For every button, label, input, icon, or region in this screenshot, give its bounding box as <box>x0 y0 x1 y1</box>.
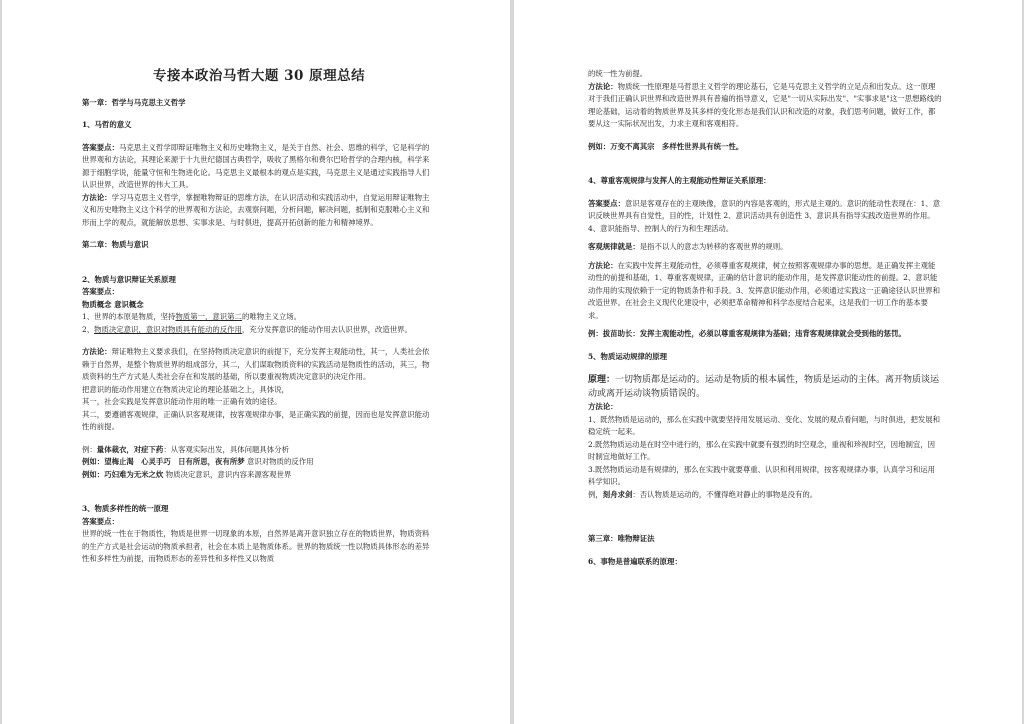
section-2-para-2: 把意识的能动作用建立在物质决定论的理论基础之上，具体说， <box>82 384 289 394</box>
section-5-method-3: 3.既然物质运动是有规律的，那么在实践中就要尊重、认识和利用规律，按客观规律办事，认真学习和运用科学知识。 <box>588 464 936 486</box>
section-5-heading: 5、物质运动规律的原理 <box>588 351 668 361</box>
section-3-text: 世界的统一性在于物质性，物质是世界一切现象的本原，自然界是离开意识独立存在的物质世界，物质资料的生产方式是社会运动的物质承担者，社会在本质上是物质体系。世界的物质统一性以物质具体形态的差异性和多样性为前提，而物质形态的差异性和多样性又以物质 <box>82 529 430 563</box>
section-3-key-label: 答案要点： <box>82 516 119 526</box>
example-5: 例：拔苗助长：发挥主观能动性，必须以尊重客观规律为基础；违背客观规律就会受到他的惩罚。 <box>588 329 906 338</box>
section-4-method: 方法论：在实践中发挥主观能动性，必须尊重客观规律，树立按照客观规律办事的思想。是正确发挥主观能动性的前提和基础，1、尊重客观规律，正确的估计意识的能动作用，是发挥意识能动性的前提。2、意识能动作用的实现依赖于一定的物质条件和手段。3、发挥意识能动作用，必须通过实践这一正确途径认识世界和改造世界。在社会主义现代化建设中，必须把革命精神和科学态度结合起来，这是我们一切工作的基本要求。 <box>588 260 941 320</box>
section-5-method-1: 1、既然物质是运动的，那么在实践中就要坚持用发展运动、变化、发展的观点看问题，与时俱进，把发展和稳定统一起来。 <box>588 414 941 436</box>
section-3-heading: 3、物质多样性的统一原理 <box>82 504 169 513</box>
section-1-method: 方法论：学习马克思主义哲学，掌握唯物辩证的思维方法，在认识活动和实践活动中，自觉运用辩证唯物主义和历史唯物主义这个科学的世界观和方法论，去观察问题，分析问题，解决问题，抵制和克服唯心主义和形而上学的观点，就能解放思想、实事求是、与时俱进，提高开拓创新的能力和精神境界。 <box>82 192 430 227</box>
example-3: 例如：巧妇难为无米之炊 物质决定意识，意识内容来源客观世界 <box>82 469 292 479</box>
chapter-2-heading: 第二章：物质与意识 <box>82 240 149 249</box>
chapter-3-heading: 第三章：唯物辩证法 <box>588 534 655 543</box>
section-2-method: 方法论：辩证唯物主义要求我们，在坚持物质决定意识的前提下，充分发挥主观能动性，其一，人类社会依赖于自然界，是整个物质世界的组成部分，其二，人们谋取物质资料的实践活动是物质性的活动，其三，物质资料的生产方式是人类社会存在和发展的基础，所以要重视物质决定意识的决定作用。 <box>82 347 430 381</box>
chapter-1-heading: 第一章：哲学与马克思主义哲学 <box>82 97 186 107</box>
section-2-para-3: 其一，社会实践是发挥意识能动作用的唯一正确有效的途径。 <box>82 397 282 406</box>
section-4-heading: 4、尊重客观规律与发挥人的主观能动性辩证关系原理： <box>588 176 771 185</box>
section-5-method-2: 2.既然物质运动是在时空中进行的，那么在实践中就要有强烈的时空观念，重视和珍视时空，因地制宜，因时制宜地做好工作。 <box>588 439 936 461</box>
section-3-method: 方法论：物质统一性原理是马哲思主义哲学的理论基石，它是马克思主义哲学的立足点和出发点。这一原理对于我们正确认识世界和改造世界具有普遍的指导意义，它是"一切从实际出发"、"实事求是"这一思想路线的理论基础，运动着的物质世界及其多样的变化形态是我们认识和改造的对象，我们思考问题，做好工作，都要从这一实际状况出发，力求主观和客观相符。 <box>588 81 942 128</box>
example-1: 例：量体裁衣，对症下药：从客观实际出发，具体问题具体分析 <box>82 444 289 454</box>
page-left <box>2 0 510 724</box>
section-5-method-label: 方法论： <box>588 402 618 411</box>
section-2-para-4: 其二，要遵循客观规律，正确认识客观规律，按客观规律办事，是正确实践的前提，因而也是发挥意识能动性的前提。 <box>82 409 430 431</box>
section-2-point-1: 1、世界的本原是物质，坚持物质第一，意识第二的唯物主义立场。 <box>82 312 302 321</box>
document-title: 专接本政治马哲大题 30 原理总结 <box>152 68 366 84</box>
section-2-point-2: 2、物质决定意识，意识对物质具有能动的反作用，充分发挥意识的能动作用去认识世界，改造世界。 <box>82 324 412 334</box>
example-6: 例，刻舟求剑：否认物质是运动的，不懂得绝对静止的事物是没有的。 <box>588 489 818 499</box>
section-1-heading: 1、马哲的意义 <box>82 120 132 129</box>
example-4: 例如：万变不离其宗 多样性世界具有统一性。 <box>588 141 744 151</box>
section-6-heading: 6、事物是普遍联系的原理： <box>588 556 682 566</box>
right-content <box>588 68 942 568</box>
section-4-key-points: 答案要点：意识是客观存在的主观映像，意识的内容是客观的，形式是主观的。意识的能动性表现在：1、意识反映世界具有自觉性，目的性，计划性 2、意识活动具有创造性 3、意识具有指导实践改造世界的作用。4、意识能指导、控制人的行为和生理活动。 <box>588 198 941 233</box>
page-right <box>514 0 1022 724</box>
section-2-key-label: 答案要点： <box>82 287 119 296</box>
section-2-concepts: 物质概念 意识概念 <box>82 299 144 309</box>
section-1-key-points: 答案要点：马克思主义哲学即辩证唯物主义和历史唯物主义，是关于自然、社会、思维的科学，它是科学的世界观和方法论，其理论来源于十九世纪德国古典哲学，吸收了黑格尔和费尔巴哈哲学的合理内核，科学来源于细胞学说，能量守恒和生物进化论。马克思主义最根本的观点是实践，马克思主义是通过实践指导人们认识世界，改造世界的伟大工具。 <box>82 142 430 189</box>
section-5-principle: 原理：一切物质都是运动的。运动是物质的根本属性，物质是运动的主体。离开物质谈运动或离开运动谈物质错误的。 <box>588 375 940 399</box>
section-2-heading: 2、物质与意识辩证关系原理 <box>82 274 176 284</box>
continuation-text: 的统一性为前提。 <box>588 69 648 78</box>
left-content <box>82 66 436 566</box>
section-4-law: 客观规律就是：是指不以人的意志为转移的客观世界的规则。 <box>588 242 788 251</box>
example-2: 例如：望梅止渴 心灵手巧 日有所思，夜有所梦 意识对物质的反作用 <box>82 457 314 466</box>
